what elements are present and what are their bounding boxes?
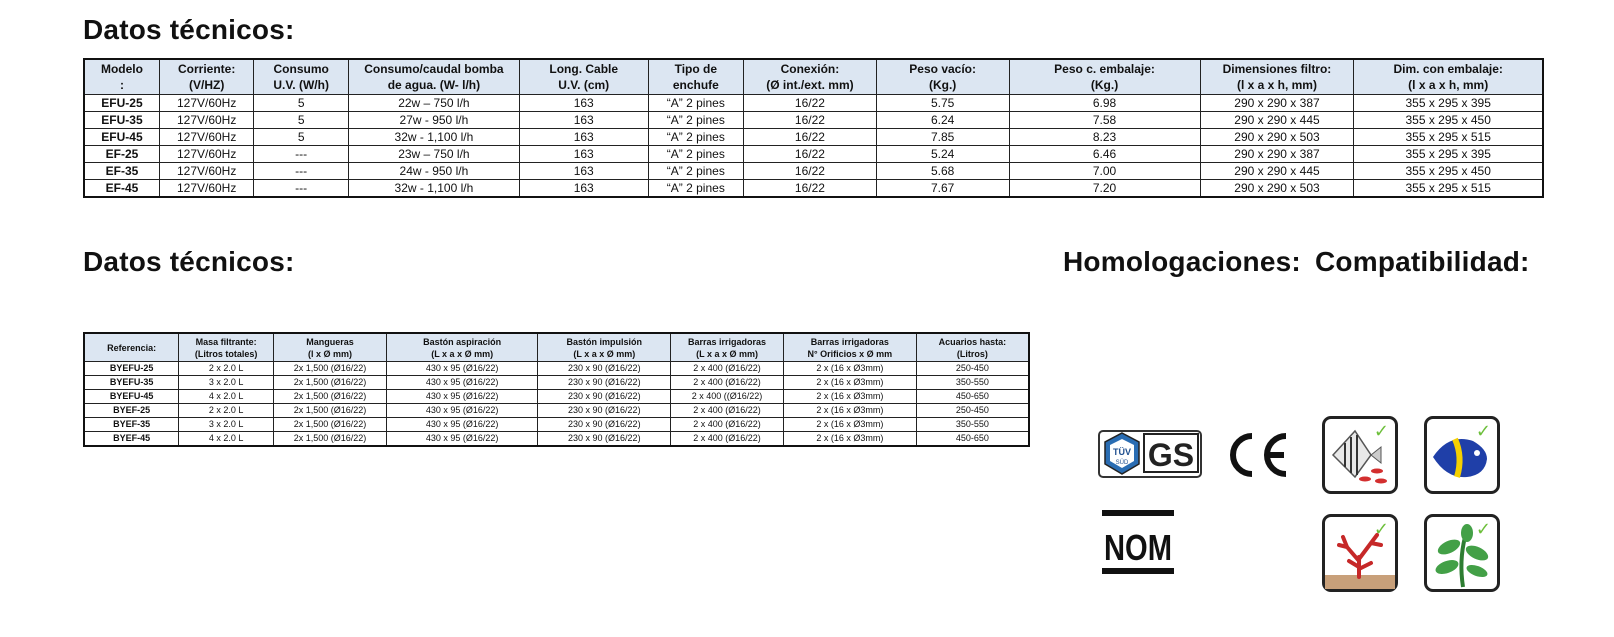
column-header-line: Conexión: — [780, 62, 840, 76]
row-label-cell: BYEFU-25 — [84, 362, 179, 376]
column-header-line: (l x Ø mm) — [307, 348, 352, 359]
table-cell: 2 x (16 x Ø3mm) — [783, 390, 916, 404]
table-cell: 2 x 400 (Ø16/22) — [671, 376, 784, 390]
table-cell: 6.46 — [1009, 146, 1200, 163]
column-header-line: U.V. (W/h) — [273, 78, 329, 92]
column-header — [274, 333, 387, 362]
table-cell: 2 x (16 x Ø3mm) — [783, 376, 916, 390]
table-cell: 127V/60Hz — [159, 163, 254, 180]
tuv-gs-logo — [1098, 430, 1202, 478]
column-header-line: (L x a x Ø mm) — [431, 348, 494, 359]
table-cell: 230 x 90 (Ø16/22) — [538, 390, 671, 404]
table-header-row — [84, 59, 1543, 95]
check-icon: ✓ — [1475, 519, 1491, 539]
table-cell: 2 x 400 (Ø16/22) — [671, 362, 784, 376]
column-header-line: Acuarios hasta: — [938, 336, 1007, 347]
svg-text:GS: GS — [1147, 437, 1195, 473]
table-cell: 5 — [254, 112, 349, 129]
table-cell: 163 — [519, 180, 648, 198]
table-cell: 127V/60Hz — [159, 95, 254, 112]
table-cell: 16/22 — [744, 129, 877, 146]
table-cell: 163 — [519, 95, 648, 112]
table-cell: 355 x 295 x 395 — [1354, 95, 1543, 112]
column-header-line: Long. Cable — [549, 62, 619, 76]
table-cell: 7.58 — [1009, 112, 1200, 129]
table-cell: 16/22 — [744, 112, 877, 129]
table-cell: “A” 2 pines — [648, 129, 744, 146]
table-cell: 2x 1,500 (Ø16/22) — [274, 432, 387, 447]
table-cell: 290 x 290 x 503 — [1200, 180, 1354, 198]
column-header — [348, 59, 519, 95]
table-cell: 2 x 400 (Ø16/22) — [671, 404, 784, 418]
nom-logo — [1102, 508, 1174, 578]
technical-data-table — [83, 58, 1544, 198]
row-label-cell: BYEFU-45 — [84, 390, 179, 404]
table-cell: 350-550 — [916, 418, 1029, 432]
column-header — [538, 333, 671, 362]
column-header-line: (Kg.) — [1090, 78, 1119, 92]
table-cell: 430 x 95 (Ø16/22) — [386, 362, 538, 376]
table-cell: 430 x 95 (Ø16/22) — [386, 376, 538, 390]
plant-icon — [1424, 514, 1500, 592]
table-cell: 2 x 400 (Ø16/22) — [671, 432, 784, 447]
table-cell: 32w - 1,100 l/h — [348, 129, 519, 146]
table-cell: 16/22 — [744, 180, 877, 198]
column-header-line: Bastón impulsión — [566, 336, 643, 347]
column-header — [671, 333, 784, 362]
table-cell: 355 x 295 x 515 — [1354, 129, 1543, 146]
svg-text:TÜV: TÜV — [1113, 447, 1131, 457]
column-header — [1200, 59, 1354, 95]
table-cell: 2x 1,500 (Ø16/22) — [274, 404, 387, 418]
table-cell: 3 x 2.0 L — [179, 418, 274, 432]
table-cell: 163 — [519, 163, 648, 180]
column-header-line: N° Orificios x Ø mm — [807, 348, 893, 359]
column-header-line: Tipo de — [674, 62, 718, 76]
column-header — [648, 59, 744, 95]
table-cell: 6.98 — [1009, 95, 1200, 112]
column-header-line: Barras irrigadoras — [688, 336, 767, 347]
section-title-homologaciones: Homologaciones: — [1063, 246, 1301, 277]
table-cell: 5 — [254, 95, 349, 112]
table-cell: 163 — [519, 112, 648, 129]
freshwater-fish-icon — [1322, 416, 1398, 494]
column-header-line: (Litros) — [956, 348, 988, 359]
column-header-line: Bastón aspiración — [423, 336, 502, 347]
table-cell: 127V/60Hz — [159, 146, 254, 163]
table-cell: 290 x 290 x 387 — [1200, 146, 1354, 163]
table-row — [84, 180, 1543, 198]
table-cell: 430 x 95 (Ø16/22) — [386, 390, 538, 404]
column-header — [84, 333, 179, 362]
table-cell: 430 x 95 (Ø16/22) — [386, 404, 538, 418]
row-label-cell: BYEF-25 — [84, 404, 179, 418]
row-label-cell: BYEFU-35 — [84, 376, 179, 390]
table-cell: 2 x 400 (Ø16/22) — [671, 418, 784, 432]
table-cell: 127V/60Hz — [159, 112, 254, 129]
column-header-line: Dimensiones filtro: — [1222, 62, 1332, 76]
table-cell: 2 x (16 x Ø3mm) — [783, 404, 916, 418]
table-cell: 7.20 — [1009, 180, 1200, 198]
column-header-line: Dim. con embalaje: — [1393, 62, 1503, 76]
table-cell: 23w – 750 l/h — [348, 146, 519, 163]
table-row — [84, 146, 1543, 163]
table-cell: 290 x 290 x 387 — [1200, 95, 1354, 112]
table-cell: “A” 2 pines — [648, 180, 744, 198]
table-cell: 16/22 — [744, 146, 877, 163]
column-header-line: (V/HZ) — [189, 78, 225, 92]
check-icon: ✓ — [1373, 519, 1389, 539]
table-cell: 450-650 — [916, 390, 1029, 404]
table-cell: 5.75 — [876, 95, 1009, 112]
table-cell: 163 — [519, 146, 648, 163]
table-cell: “A” 2 pines — [648, 146, 744, 163]
table-cell: 5.24 — [876, 146, 1009, 163]
table-cell: 290 x 290 x 445 — [1200, 112, 1354, 129]
row-label-cell: EF-25 — [84, 146, 159, 163]
section-title-compatibilidad: Compatibilidad: — [1315, 246, 1530, 277]
svg-text:NOM: NOM — [1104, 527, 1172, 568]
marine-fish-icon — [1424, 416, 1500, 494]
column-header — [876, 59, 1009, 95]
table-cell: 5.68 — [876, 163, 1009, 180]
row-label-cell: BYEF-45 — [84, 432, 179, 447]
column-header-line: (L x a x Ø mm) — [573, 348, 636, 359]
table-cell: 127V/60Hz — [159, 129, 254, 146]
table-cell: 2 x 2.0 L — [179, 404, 274, 418]
column-header — [254, 59, 349, 95]
column-header — [519, 59, 648, 95]
column-header-line: Corriente: — [177, 62, 236, 76]
table-cell: 7.85 — [876, 129, 1009, 146]
table-cell: 2 x (16 x Ø3mm) — [783, 362, 916, 376]
table-cell: 2x 1,500 (Ø16/22) — [274, 362, 387, 376]
check-icon: ✓ — [1373, 421, 1389, 441]
column-header-line: enchufe — [672, 78, 719, 92]
table-row — [84, 362, 1029, 376]
table-cell: 16/22 — [744, 95, 877, 112]
table-cell: 4 x 2.0 L — [179, 390, 274, 404]
column-header-line: Referencia: — [107, 342, 157, 353]
column-header-line: Consumo — [273, 62, 329, 76]
table-cell: 355 x 295 x 450 — [1354, 163, 1543, 180]
table-cell: 2 x (16 x Ø3mm) — [783, 432, 916, 447]
column-header-line: (Litros totales) — [194, 348, 258, 359]
table-cell: “A” 2 pines — [648, 163, 744, 180]
table-cell: “A” 2 pines — [648, 112, 744, 129]
table-cell: 430 x 95 (Ø16/22) — [386, 418, 538, 432]
table-row — [84, 376, 1029, 390]
table-cell: 355 x 295 x 395 — [1354, 146, 1543, 163]
table-row — [84, 432, 1029, 447]
table-cell: 16/22 — [744, 163, 877, 180]
table-cell: 4 x 2.0 L — [179, 432, 274, 447]
table-cell: 7.67 — [876, 180, 1009, 198]
table-cell: 3 x 2.0 L — [179, 376, 274, 390]
column-header — [916, 333, 1029, 362]
table-row — [84, 95, 1543, 112]
table-cell: 5 — [254, 129, 349, 146]
table-cell: 230 x 90 (Ø16/22) — [538, 432, 671, 447]
table-cell: 2 x 2.0 L — [179, 362, 274, 376]
table-cell: 2 x 400 ((Ø16/22) — [671, 390, 784, 404]
column-header-line: U.V. (cm) — [558, 78, 610, 92]
table-row — [84, 129, 1543, 146]
column-header-line: : — [119, 78, 124, 92]
column-header — [159, 59, 254, 95]
column-header-line: Masa filtrante: — [195, 336, 257, 347]
column-header-line: (Ø int./ext. mm) — [766, 78, 854, 92]
ce-mark-logo — [1224, 430, 1292, 480]
table-cell: 355 x 295 x 515 — [1354, 180, 1543, 198]
column-header-line: de agua. (W- l/h) — [387, 78, 481, 92]
column-header-line: (L x a x Ø mm) — [696, 348, 758, 359]
table-cell: 430 x 95 (Ø16/22) — [386, 432, 538, 447]
coral-icon — [1322, 514, 1398, 592]
column-header — [1354, 59, 1543, 95]
table-row — [84, 163, 1543, 180]
column-header-line: Peso vacío: — [909, 62, 976, 76]
table-cell: 32w - 1,100 l/h — [348, 180, 519, 198]
table-cell: 2x 1,500 (Ø16/22) — [274, 376, 387, 390]
table-cell: 22w – 750 l/h — [348, 95, 519, 112]
table-cell: 250-450 — [916, 362, 1029, 376]
section-title-technical-data-2: Datos técnicos: — [83, 246, 295, 277]
column-header — [744, 59, 877, 95]
table-cell: 355 x 295 x 450 — [1354, 112, 1543, 129]
accessories-table — [83, 332, 1030, 447]
check-icon: ✓ — [1475, 421, 1491, 441]
table-cell: --- — [254, 146, 349, 163]
table-row — [84, 390, 1029, 404]
table-cell: 127V/60Hz — [159, 180, 254, 198]
column-header — [179, 333, 274, 362]
table-cell: 27w - 950 l/h — [348, 112, 519, 129]
table-cell: 230 x 90 (Ø16/22) — [538, 418, 671, 432]
table-cell: 230 x 90 (Ø16/22) — [538, 376, 671, 390]
svg-text:SÜD: SÜD — [1115, 460, 1129, 466]
table-cell: 8.23 — [1009, 129, 1200, 146]
table-cell: 6.24 — [876, 112, 1009, 129]
table-cell: 24w - 950 l/h — [348, 163, 519, 180]
table-row — [84, 404, 1029, 418]
table-cell: 250-450 — [916, 404, 1029, 418]
column-header — [1009, 59, 1200, 95]
table-cell: “A” 2 pines — [648, 95, 744, 112]
table-cell: 450-650 — [916, 432, 1029, 447]
row-label-cell: EFU-45 — [84, 129, 159, 146]
table-cell: 2 x (16 x Ø3mm) — [783, 418, 916, 432]
table-cell: 230 x 90 (Ø16/22) — [538, 362, 671, 376]
column-header-line: Modelo — [100, 62, 143, 76]
table-cell: 2x 1,500 (Ø16/22) — [274, 418, 387, 432]
table-cell: 230 x 90 (Ø16/22) — [538, 404, 671, 418]
column-header-line: Consumo/caudal bomba — [364, 62, 504, 76]
column-header — [386, 333, 538, 362]
table-cell: 290 x 290 x 503 — [1200, 129, 1354, 146]
table-cell: --- — [254, 163, 349, 180]
table-cell: --- — [254, 180, 349, 198]
table-header-row — [84, 333, 1029, 362]
table-cell: 7.00 — [1009, 163, 1200, 180]
column-header-line: (Kg.) — [928, 78, 957, 92]
column-header-line: Mangueras — [306, 336, 354, 347]
column-header — [783, 333, 916, 362]
row-label-cell: EF-45 — [84, 180, 159, 198]
column-header-line: (l x a x h, mm) — [1408, 78, 1489, 92]
column-header-line: Barras irrigadoras — [810, 336, 889, 347]
table-cell: 290 x 290 x 445 — [1200, 163, 1354, 180]
table-row — [84, 112, 1543, 129]
row-label-cell: EF-35 — [84, 163, 159, 180]
section-title-technical-data: Datos técnicos: — [83, 14, 295, 45]
row-label-cell: EFU-35 — [84, 112, 159, 129]
table-cell: 2x 1,500 (Ø16/22) — [274, 390, 387, 404]
table-cell: 350-550 — [916, 376, 1029, 390]
table-row — [84, 418, 1029, 432]
row-label-cell: BYEF-35 — [84, 418, 179, 432]
column-header-line: Peso c. embalaje: — [1054, 62, 1155, 76]
column-header-line: (l x a x h, mm) — [1236, 78, 1317, 92]
column-header — [84, 59, 159, 95]
row-label-cell: EFU-25 — [84, 95, 159, 112]
table-cell: 163 — [519, 129, 648, 146]
